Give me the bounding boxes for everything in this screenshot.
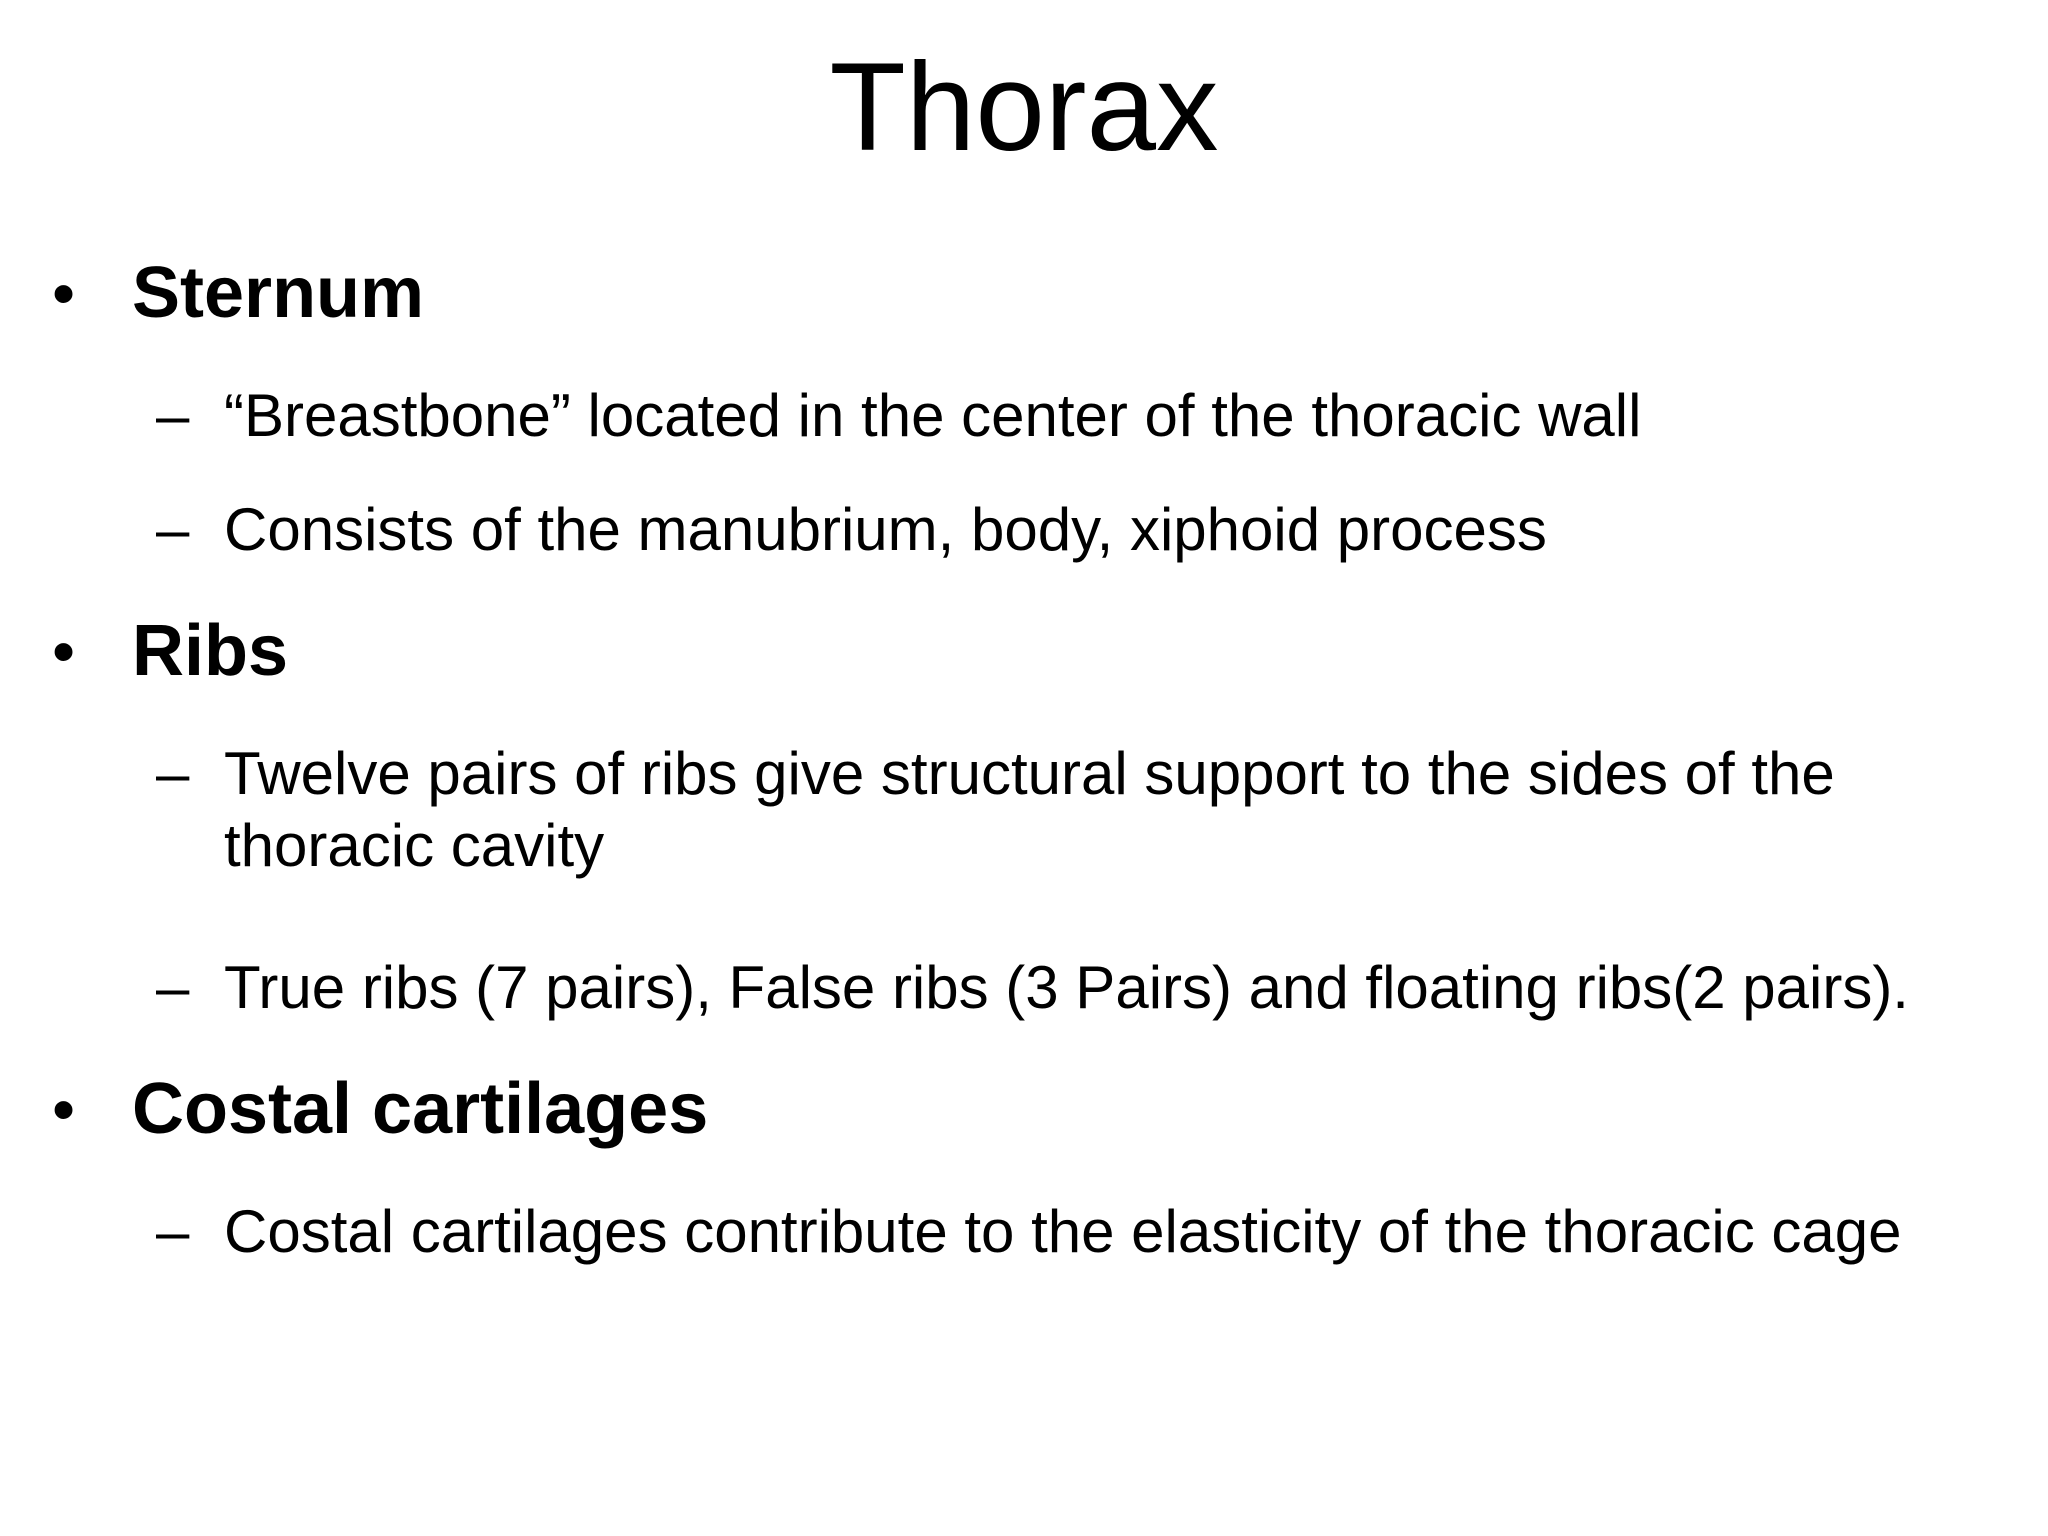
bullet-ribs xyxy=(0,606,2048,696)
dash-marker: – xyxy=(156,740,190,807)
sub-item-text: Costal cartilages contribute to the elasticity of the thoracic cage xyxy=(224,1198,1902,1265)
sub-item-text: Consists of the manubrium, body, xiphoid process xyxy=(224,496,1547,563)
dash-marker: – xyxy=(156,1198,190,1265)
bullet-heading: Costal cartilages xyxy=(132,1069,709,1149)
dash-marker: – xyxy=(156,954,190,1021)
bullet-costal-cartilages xyxy=(0,1064,2048,1154)
dash-marker: – xyxy=(156,496,190,563)
sub-item-text: True ribs (7 pairs), False ribs (3 Pairs) and floating ribs(2 pairs). xyxy=(224,954,1909,1021)
bullet-heading: Ribs xyxy=(132,611,289,691)
bullet-dot: • xyxy=(52,614,76,688)
bullet-dot: • xyxy=(52,1072,76,1146)
sub-item-text: Twelve pairs of ribs give structural support to the sides of the thoracic cavity xyxy=(224,740,1835,879)
bullet-heading: Sternum xyxy=(132,253,425,333)
dash-marker: – xyxy=(156,382,190,449)
sub-item-text: “Breastbone” located in the center of the thoracic wall xyxy=(224,382,1642,449)
slide-title: Thorax xyxy=(829,38,1219,177)
bullet-dot: • xyxy=(52,256,76,330)
bullet-sternum xyxy=(0,248,2048,338)
